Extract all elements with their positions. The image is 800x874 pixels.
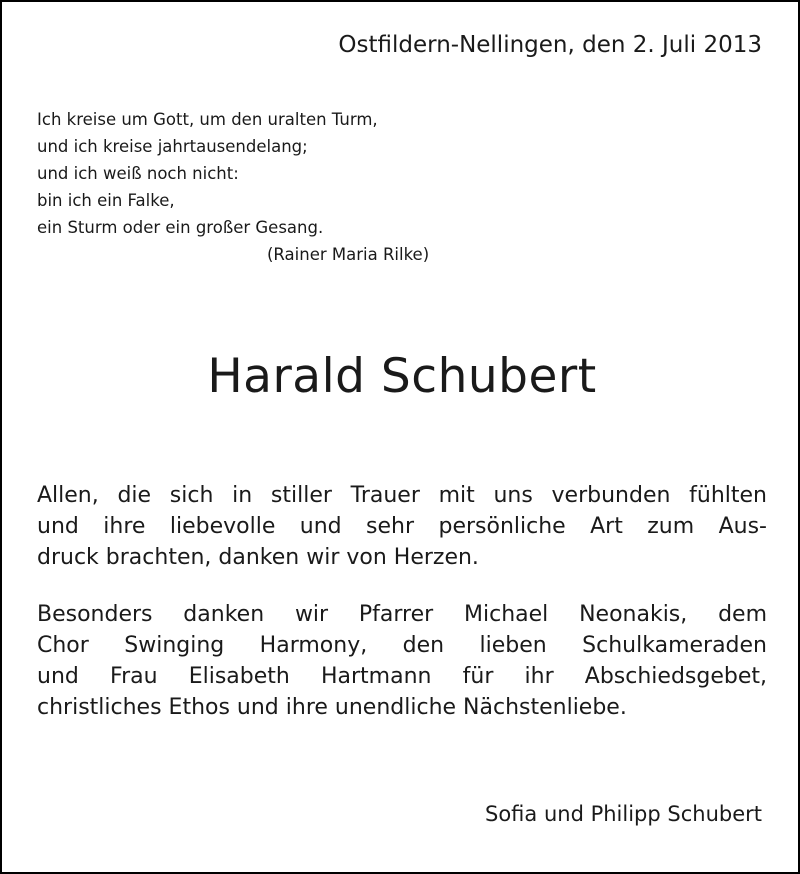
poem-author: (Rainer Maria Rilke) <box>267 245 430 264</box>
thanks-paragraph-1 <box>37 480 767 573</box>
place-date: Ostfildern-Nellingen, den 2. Juli 2013 <box>338 32 762 58</box>
paragraph-line: christliches Ethos und ihre unendliche Nächstenliebe. <box>37 695 627 720</box>
paragraph-line: Chor Swinging Harmony, den lieben Schulkameraden <box>37 633 767 658</box>
poem-line: und ich weiß noch nicht: <box>37 164 239 183</box>
paragraph-line: und ihre liebevolle und sehr persönliche Art zum Aus- <box>37 514 767 539</box>
deceased-name: Harald Schubert <box>207 349 597 404</box>
poem-line: und ich kreise jahrtausendelang; <box>37 137 308 156</box>
paragraph-line: druck brachten, danken wir von Herzen. <box>37 545 479 570</box>
thanks-paragraph-2 <box>37 599 767 723</box>
signature: Sofia und Philipp Schubert <box>485 802 762 826</box>
poem-line: ein Sturm oder ein großer Gesang. <box>37 218 324 237</box>
poem-line: bin ich ein Falke, <box>37 191 175 210</box>
poem-quote <box>37 106 429 268</box>
paragraph-line: Besonders danken wir Pfarrer Michael Neonakis, dem <box>37 602 767 627</box>
poem-line: Ich kreise um Gott, um den uralten Turm, <box>37 110 378 129</box>
paragraph-line: Allen, die sich in stiller Trauer mit uns verbunden fühlten <box>37 483 767 508</box>
paragraph-line: und Frau Elisabeth Hartmann für ihr Abschiedsgebet, <box>37 664 767 689</box>
